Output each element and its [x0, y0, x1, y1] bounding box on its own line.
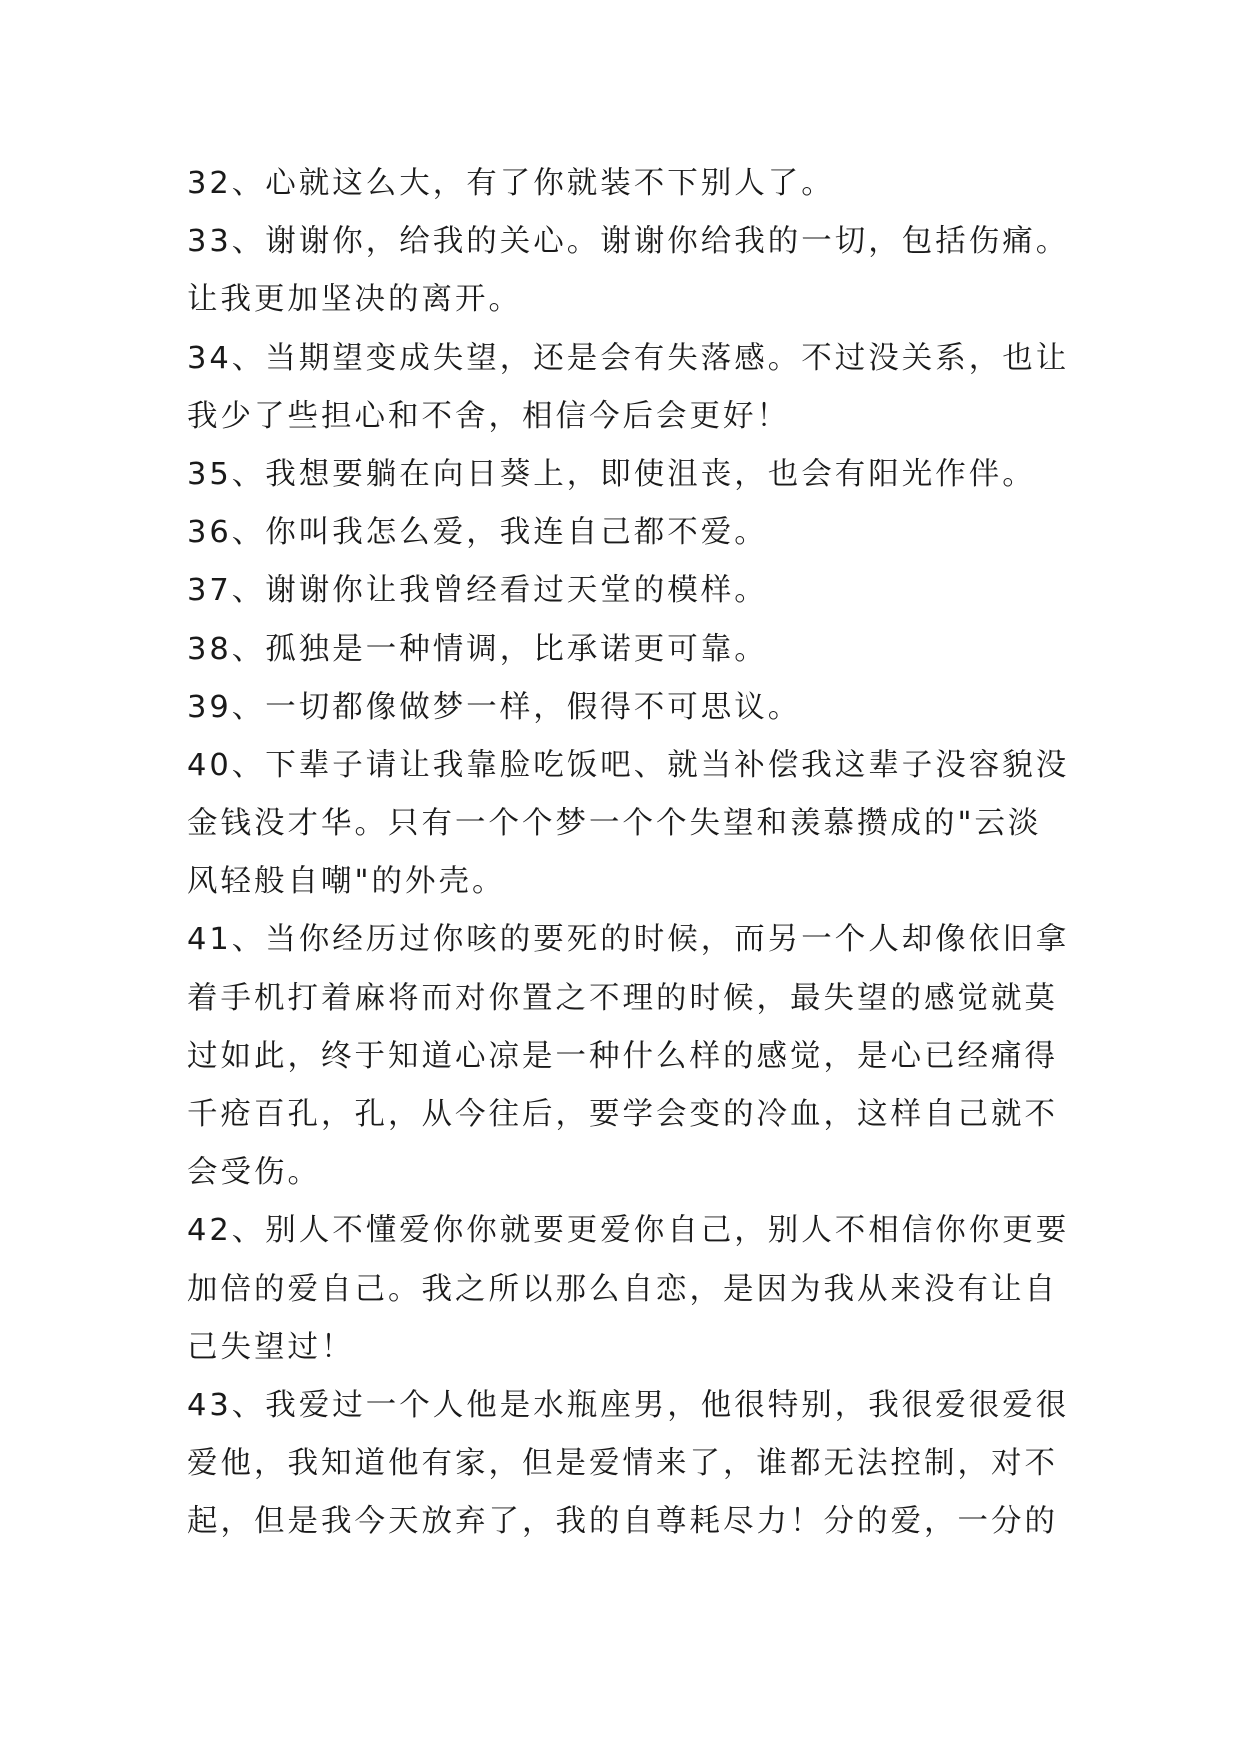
text-line: 着手机打着麻将而对你置之不理的时候，最失望的感觉就莫 — [187, 980, 1058, 1016]
text-line: 39、一切都像做梦一样，假得不可思议。 — [187, 689, 802, 725]
text-line: 32、心就这么大，有了你就装不下别人了。 — [187, 166, 835, 201]
text-line: 33、谢谢你，给我的关心。谢谢你给我的一切，包括伤痛。 — [187, 224, 1070, 260]
text-line: 我少了些担心和不舍，相信今后会更好！ — [187, 398, 790, 434]
text-line: 37、谢谢你让我曾经看过天堂的模样。 — [187, 573, 768, 609]
text-line: 让我更加坚决的离开。 — [187, 282, 522, 318]
text-line: 42、别人不懂爱你你就要更爱你自己，别人不相信你你更要 — [187, 1213, 1070, 1249]
text-line: 己失望过！ — [187, 1329, 355, 1365]
text-line: 38、孤独是一种情调，比承诺更可靠。 — [187, 631, 768, 667]
text-line: 35、我想要躺在向日葵上，即使沮丧，也会有阳光作伴。 — [187, 456, 1036, 492]
text-line: 43、我爱过一个人他是水瓶座男，他很特别，我很爱很爱很 — [187, 1387, 1070, 1423]
text-line: 金钱没才华。只有一个个梦一个个失望和羡慕攒成的"云淡 — [187, 806, 1042, 842]
text-line: 40、下辈子请让我靠脸吃饭吧、就当补偿我这辈子没容貌没 — [187, 747, 1070, 783]
text-line: 爱他，我知道他有家，但是爱情来了，谁都无法控制，对不 — [187, 1446, 1058, 1482]
text-line: 过如此，终于知道心凉是一种什么样的感觉，是心已经痛得 — [187, 1038, 1058, 1074]
text-line: 起，但是我今天放弃了，我的自尊耗尽力！分的爱，一分的 — [187, 1504, 1058, 1540]
document-body — [187, 155, 1087, 1552]
text-line: 加倍的爱自己。我之所以那么自恋，是因为我从来没有让自 — [187, 1271, 1058, 1307]
text-line: 36、你叫我怎么爱，我连自己都不爱。 — [187, 515, 768, 551]
text-line: 会受伤。 — [187, 1155, 321, 1191]
text-line: 风轻般自嘲"的外壳。 — [187, 864, 506, 900]
text-line: 41、当你经历过你咳的要死的时候，而另一个人却像依旧拿 — [187, 922, 1070, 958]
text-line: 千疮百孔，孔，从今往后，要学会变的冷血，这样自己就不 — [187, 1097, 1058, 1132]
text-line: 34、当期望变成失望，还是会有失落感。不过没关系，也让 — [187, 340, 1070, 376]
